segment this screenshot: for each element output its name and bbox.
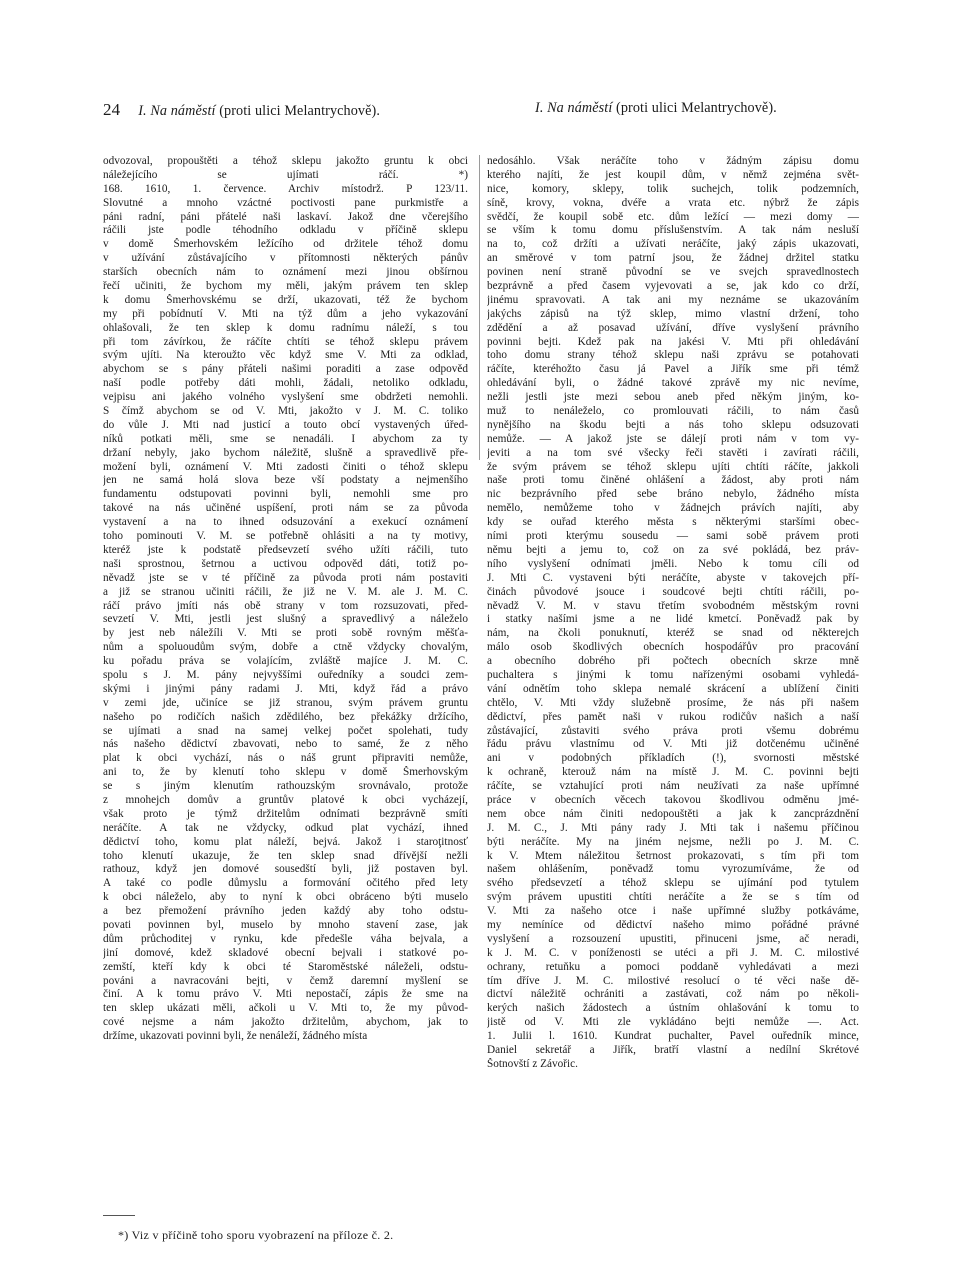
text-line: skými i jinými pány radami J. Mti, když řád a právo [103,682,468,695]
text-line: náležejícího se ujímati ráčí. *) [103,168,468,181]
text-line: vyslyšení a rozsouzení upustiti, přinuceni jsme, ač neradi, [487,932,859,945]
text-line: Slovutné a mnoho vzáctné poctivosti pane purkmistře a [103,196,468,209]
text-line: ten sklep ukázati měli, ačkoli u V. Mti to, že my původ- [103,1002,468,1015]
right-text-column [487,155,859,1072]
text-line: plat k obci vychází, nás o náš grunt připraviti nemůže, [103,752,468,765]
text-line: jeviti a na tom své všecky řeči stavěti i zavírati ráčili, [487,446,859,459]
text-line: ku pořadu práva se volajícím, zvláště majíce J. M. C. [103,655,468,668]
left-page-header [103,100,380,120]
text-line: by jest neb náležíli V. Mti se proti sobě rovným měšťa- [103,627,468,640]
text-line: jinému spravovati. A tak ani my neznáme se ukazováním [487,293,859,306]
text-line: něvadž jste se v té příčině za původa proti nám postaviti [103,571,468,584]
text-line: nům a spoluoudům svým, dobře a ctně vždycky chovalým, [103,641,468,654]
text-line: takové na nás učiněné uspíšení, proti nám se za původa [103,502,468,515]
footnote: *) Viz v příčině toho sporu vyobrazení na příloze č. 2. [118,1228,394,1242]
text-line: rathouz, když jen domové sousedští byli, již postaven byl. [103,863,468,876]
text-line: naší podle potřeby dáti mohli, žádali, netoliko odkladu, [103,377,468,390]
text-line: odvozoval, propouštěti a téhož sklepu jakožto gruntu k obci [103,155,468,167]
text-line: nic bezprávního před sebe bráno nebylo, žádného místa [487,488,859,501]
text-line: toho domu strany téhož sklepu naši zprávu se potahovati [487,349,859,362]
header-title-italic: I. Na náměstí [535,100,613,116]
text-line: možení byli, oznámení V. Mti zadosti činiti o téhož sklepu [103,460,468,473]
text-line: práce v obecních věcech takovou škodlivou odměnu jmé- [487,793,859,806]
text-line: nám, na čkoli ponuknutí, kteréž se snad od některejch [487,627,859,640]
text-line: z mnohejch domův a gruntův platové k obci vycházejí, [103,793,468,806]
text-line: povinen není straně původní se ve svejch spravedlnostech [487,266,859,279]
right-page-header [535,100,777,117]
text-line: spolu s J. M. pány nejvyššími ouředníky a soudci zem- [103,668,468,681]
text-line: povinni bejti. Kdež pak na jakési V. Mti při ohledávání [487,335,859,348]
column-rule [479,155,480,460]
text-line: nice, komory, sklepy, tolik suchejch, tolik podzemních, [487,182,859,195]
text-line: cové nejsme a nám jakožto držitelům, abychom, jak to [103,1016,468,1029]
text-line: J. M. C., J. Mti pány rady J. Mti tak i našemu příčinou [487,821,859,834]
text-line: tím dříve J. M. C. milostivé resolucí o té věci naše dě- [487,974,859,987]
text-line: dictví náležitě ochrániti a zastávati, což nám po několi- [487,988,859,1001]
text-line: fundamentu odstupovati povinni byli, nemohli sme pro [103,488,468,501]
text-line: jakýchs zápisů na týž sklep, mimo vlastní držení, toho [487,307,859,320]
text-line: ohledávání byli, o žádné takové zprávě my nic nevíme, [487,377,859,390]
text-line: držíme, ukazovati povinni byli, že nenáleží, žádného místa [103,1030,368,1043]
text-line: němu bejti a jemu to, což on za své pokládá, bez práv- [487,543,859,556]
text-line: A také co podle důmyslu a formování očitého před lety [103,877,468,890]
text-line: našem ohlášením, poněvadž tomu vyrozumíváme, že od [487,863,859,876]
text-line: kterého najíti, že jest koupil dům, v němž zejména svět- [487,168,859,181]
text-line: 168. 1610, 1. července. Archiv místodrž. P 123/11. [103,182,468,195]
text-line: dědictví toho, komu plat náleží, bejvá. Jakož i staroţitnosť [103,835,468,848]
text-line: an směrové v tom patrní jsou, že žádnej držitel statku [487,252,859,265]
text-line: svým právem upustiti chtíti neráčíte a že se s tím od [487,891,859,904]
text-line: my nemíníce od dědictví našeho mimo pořádné právné [487,918,859,931]
text-line: nynějšího na škodu bejti a nás toho sklepu odsuzovati [487,418,859,431]
text-line: svědčí, že koupil sobě etc. dům ležící — mezi domy — [487,210,859,223]
text-line: chtělo, V. Mti vždy služebně prosíme, že nás při našem [487,696,859,709]
text-line: povati povinnen byl, muselo by mnoho stavení zase, jak [103,918,468,931]
text-line: jistě od V. Mti zle vykládáno bejti nemůže —. Act. [487,1016,859,1029]
text-line: a bez přemožení právního jeden každý aby toho odstu- [103,905,468,918]
text-line: V. Mti za našeho otce i naše upřímné služby potkáváme, [487,905,859,918]
text-line: níků potkati měli, sme se nenadáli. I abychom za ty [103,432,468,445]
text-line: jen ne samá holá slova beze vší podstaty a nejmenšího [103,474,468,487]
text-line: se ujímati a snad na samej velkej počet spolehati, tudy [103,724,468,737]
text-line: k domu Šmerhovskému se drží, ukazovati, též že bychom [103,293,468,306]
text-line: muž to nenáleželo, co promlouvati ráčili, to nám časů [487,405,859,418]
text-line: ráčili jste podle téhodního odkladu v příčině sklepu [103,224,468,237]
text-line: starších obecních nám to oznámení mezi jinou obšírnou [103,266,468,279]
text-line: naše proti tomu činěné ohlášení a žádost, aby proti nám [487,474,859,487]
text-line: pováni a navracováni bejti, v čemž daremní myšlení se [103,974,468,987]
text-line: k V. Mtem náležitou šetrnost prokazovati, s tím při tom [487,849,859,862]
text-line: do vůle J. Mti nad justicí a touto obcí vystavených úřed- [103,418,468,431]
text-line: vejpisu ani jakého volného vyslyšení sme obdržeti nemohli. [103,391,468,404]
text-line: a obecního dobrého při počtech obecních skrze mně [487,655,859,668]
text-line: držaní nebyly, jako bychom náležitě, slušně a spravedlivě pře- [103,446,468,459]
text-line: síně, krovy, vokna, dvéře a vrata etc. nýbrž že zápis [487,196,859,209]
text-line: že svým právem se téhož sklepu ujíti chtíti ráčíte, jakkoli [487,460,859,473]
text-line: Šotnovští z Závořic. [487,1057,578,1070]
page-number: 24 [103,100,121,119]
text-line: k ochraně, kterouž nám na místě J. M. C. povinni bejti [487,766,859,779]
text-line: v domě Šmerhovském ležícího od držitele téhož domu [103,238,468,251]
text-line: naši sprostnou, šetrnou a uctivou odpověd dáti, totiž po- [103,557,468,570]
text-line: však proto je týmž držitelům odnímati bezprávně smíti [103,807,468,820]
text-line: se vším k tomu domu příslušenstvím. A tak nám nesluší [487,224,859,237]
text-line: a již se stranou učiniti ráčili, že již ne V. M. ale J. M. C. [103,585,468,598]
text-line: ani v podobných příkladích (!), svornosti městské [487,752,859,765]
text-line: zemští, kteří kdy k obci té Staroměstské náleželi, odstu- [103,960,468,973]
text-line: my při pobídnutí V. Mti na týž dům a jeho vykazování [103,307,468,320]
text-line: k obci náleželo, aby to nyní k obci obráceno býti muselo [103,891,468,904]
text-line: nemůže. — A jakož jste se dálejí proti nám v tom vy- [487,432,859,445]
text-line: činách původové jsouce i soudcové bejti chtíti ráčili, po- [487,585,859,598]
text-line: vání odnětím toho sklepa nemalé skrácení a ublížení činiti [487,682,859,695]
text-line: dědictví, přes pamět naši v rukou rodičův našich a naší [487,710,859,723]
text-line: ního vyslyšení odnímati jměli. Nebo k tomu cíli od [487,557,859,570]
text-line: na to, což držíti a užívati neráčíte, jaký zápis ukazovati, [487,238,859,251]
text-line: J. Mti C. vystaveni býti neráčíte, abyste v takovejch pří- [487,571,859,584]
text-line: neráčíte. A tak ne vždycky, odkud plat vychází, ihned [103,821,468,834]
text-line: svého předsevzetí a téhož sklepu se ujímání pod tytulem [487,877,859,890]
text-line: se s jiným klenutím rathouzským srovnávalo, protože [103,780,468,793]
text-line: svým ujíti. Na kteroužto věc když sme V. Mti za odklad, [103,349,468,362]
text-line: při tom závírkou, že ráčíte chtíti se téhož sklepu právem [103,335,468,348]
text-line: ani to, že by klenutí toho sklepu v domě Šmerhovským [103,766,468,779]
text-line: dům průchoditej v rynku, kde předešle váha bejvala, a [103,932,468,945]
text-line: činí. A k tomu právo V. Mti nepostačí, zápis že sme na [103,988,468,1001]
text-line: 1. Julii l. 1610. Kundrat puchalter, Pavel ouředník mince, [487,1030,859,1043]
text-line: ními proti kterýmu sousedu — sami sobě právem proti [487,530,859,543]
text-line: jiní domové, kdež skladové obecní bejvali i statkové po- [103,946,468,959]
text-line: puchaltera s jinými k tomu nařízenými osobami vyhledá- [487,668,859,681]
text-line: abychom se s pány přáteli našimi poraditi a zase odpověd [103,363,468,376]
text-line: sevzetí V. Mti, jestli jest slušný a spravedlivý a náleželo [103,613,468,626]
text-line: řádu právu vlastnímu od V. Mti již dotčenému učiněné [487,738,859,751]
text-line: zůstávající, zůstaviti svého práva proti všemu dobrému [487,724,859,737]
text-line: kteréž jste k podstatě předsevzetí svého užíti ráčili, tuto [103,543,468,556]
text-line: k J. M. C. v poníženosti se utéci a při J. M. C. milostivé [487,946,859,959]
text-line: nedosáhlo. Však neráčíte toho v žádným zápisu domu [487,155,859,167]
text-line: páni radní, páni přátelé naši laskaví. Jakož dne včerejšího [103,210,468,223]
text-line: něvadž V. M. v stavu třetím svobodném městským rovni [487,599,859,612]
text-line: ráčí právo jmíti nás obě strany v tom rozsuzovati, před- [103,599,468,612]
footnote-rule [103,1215,135,1216]
text-line: v zemi jde, učiníce se již stranou, svým právem gruntu [103,696,468,709]
text-line: bezprávně a před časem vyjevovati a se, jak kdo co drží, [487,280,859,293]
left-text-column [103,155,468,1044]
header-title-rest: (proti ulici Melantrychově). [215,103,380,119]
text-line: málo osob škodlivých obecních hospodářův pro pracování [487,641,859,654]
text-line: býti neráčíte. My na jiném nejsme, nežli po J. M. C. [487,835,859,848]
text-line: ohlašovali, že ten sklep k domu radnímu náleží, s tou [103,321,468,334]
text-line: kdy se ouřad kterého města s některými staršími obec- [487,516,859,529]
text-line: kerých našich žádostech a ústním ohlašování k tomu to [487,1002,859,1015]
text-line: nemělo, nemůžeme toho v žádnejch právích najíti, aby [487,502,859,515]
text-line: i statky našími jsme a ne lidé kmetcí. Poněvadž pak by [487,613,859,626]
text-line: toho pominouti V. M. se potřebně ohlásiti a na ty motivy, [103,530,468,543]
text-line: ráčíte, se vztahující proti nám neužívati za naše upřímné [487,780,859,793]
text-line: ráčíte, kteréhožto času já Pavel a Jiřík sme při témž [487,363,859,376]
text-line: toho klenutí ukazuje, že ten sklep snad dřívější nežli [103,849,468,862]
text-line: S čímž abychom se od V. Mti, jakožto v J. M. C. toliko [103,405,468,418]
text-line: ochrany, retuňku a pomoci poddaně vyhledávati a mezi [487,960,859,973]
text-line: našeho po rodičích našich zdědilého, bez překážky držícího, [103,710,468,723]
header-title-rest: (proti ulici Melantrychově). [612,100,777,116]
text-line: nežli jestli jste mezi sebou aneb před někým jiným, ko- [487,391,859,404]
text-line: řečí učiniti, že bychom my měli, jakým právem ten sklep [103,280,468,293]
text-line: nem obce nám činiti nedopouštěti a jak k zancprázdnění [487,807,859,820]
text-line: nás našeho dědictví zbavovati, nebo to samé, že z něho [103,738,468,751]
text-line: vystavení a na to ihned odsuzování a exekucí oznámení [103,516,468,529]
text-line: Daniel sekretář a Jiřík, bratří vlastní a nedílní Skrétové [487,1044,859,1056]
header-title-italic: I. Na náměstí [138,103,216,119]
text-line: zdědění a až posavad užívání, dříve vyslyšení právního [487,321,859,334]
text-line: v užívání zůstávajícího v přítomnosti některých pánův [103,252,468,265]
